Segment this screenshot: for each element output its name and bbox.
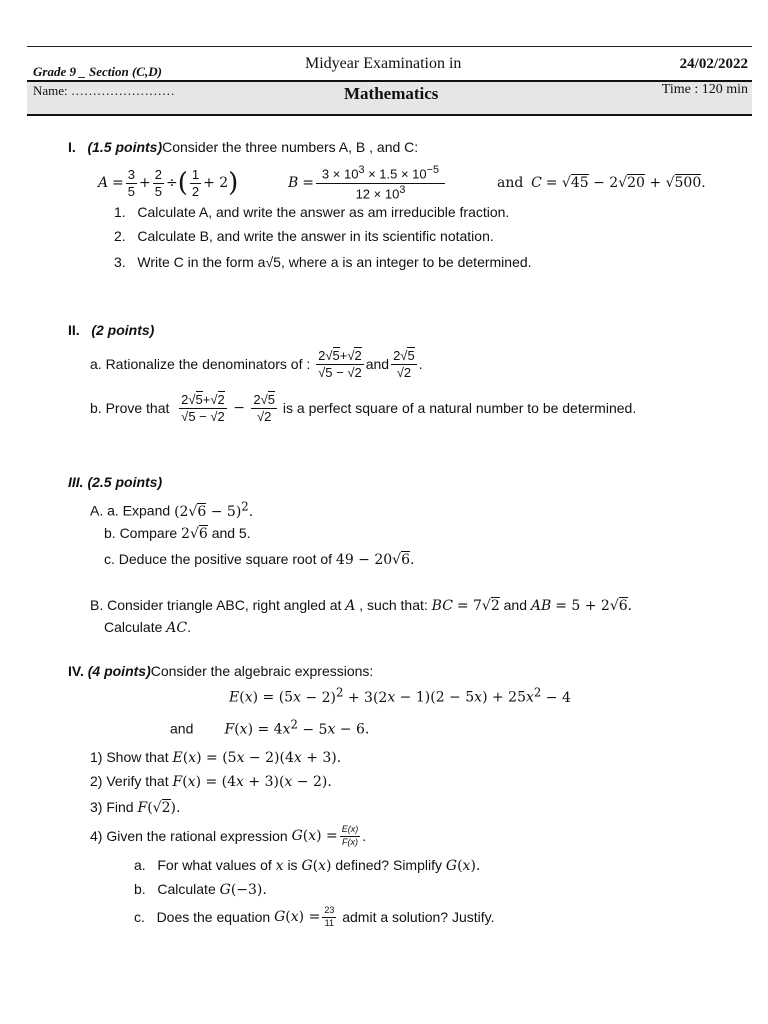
q1-expr-c: and C = √45 − 2√20 + √500.: [497, 175, 706, 191]
q4-expr-f: and $F(x) = 4x^2 - 5x - 6$.: [170, 717, 370, 738]
q4-heading: IV. (4 points)Consider the algebraic expressions:: [68, 663, 374, 679]
q4-item-1: 1) Show that E(x) = (5x − 2)(4x + 3).: [90, 749, 342, 766]
q4-sub-c: c. Does the equation G ( x ) = $\frac{23}{11}$ admit a solution? Justify.: [134, 905, 495, 928]
q2-part-b: b. Prove that $\frac{2√5+√2}{√5 - √2}$ − $\frac{2√5}{√2}$ is a perfect square of a natural number to be determined.: [90, 391, 637, 424]
q3-a-expand: A. a. Expand $(2√6 - 5)^2$.: [90, 499, 254, 520]
q3-heading: III. (2.5 points): [68, 474, 163, 490]
q2-part-a: a. Rationalize the denominators of : $\frac{2√5+√2}{√5 - √2}$ and $\frac{2√5}{√2}$ .: [90, 347, 423, 380]
q1-expr-a: A = $\frac{3}{5}$ + $\frac{2}{5}$ ÷ ( $\frac{1}{2}$ + 2 ): [98, 166, 239, 199]
q3-B-triangle: B. Consider triangle ABC, right angled at A , such that: BC = 7√2 and AB = 5 + 2√6.: [90, 597, 633, 614]
grade-section: Grade 9 _ Section (C,D): [33, 64, 162, 79]
q4-item-4: 4) Given the rational expression G ( x ) = $\frac{E(x)}{F(x)}$ .: [90, 824, 367, 847]
q1-item-3: 3. Write C in the form a√5, where a is an integer to be determined.: [114, 254, 532, 270]
q1-item-2: 2. Calculate B, and write the answer in its scientific notation.: [114, 228, 494, 244]
q4-sub-a: a. For what values of x is G(x) defined? Simplify G(x).: [134, 857, 481, 874]
exam-time: Time : 120 min: [661, 82, 748, 97]
subject-title: Mathematics: [344, 84, 439, 103]
exam-date: 24/02/2022: [679, 56, 748, 72]
q3-c-deduce: c. Deduce the positive square root of 49 − 20√6.: [104, 551, 415, 568]
q4-item-2: 2) Verify that F(x) = (4x + 3)(x − 2).: [90, 773, 332, 790]
q1-item-1: 1. Calculate A, and write the answer as am irreducible fraction.: [114, 204, 510, 220]
header-bottom-rule: [27, 114, 752, 116]
q2-heading: II. (2 points): [68, 322, 155, 338]
q4-item-3: 3) Find F(√2).: [90, 799, 181, 816]
q1-heading: I. (1.5 points)Consider the three numbers A, B , and C:: [68, 139, 419, 155]
q3-b-compare: b. Compare 2√6 and 5.: [104, 525, 251, 542]
q3-B-calculate: Calculate AC.: [104, 619, 191, 636]
q4-expr-e: $E(x) = (5x - 2)^2 + 3(2x - 1)(2 - 5x) + 25x^2 - 4$: [229, 685, 571, 706]
exam-title: Midyear Examination in: [305, 55, 462, 72]
q1-expr-b: B = $\frac{3 \times 10^3 \times 1.5 \times 10^{-5}}{12 \times 10^3}$: [288, 158, 447, 208]
header-top-rule: [27, 46, 752, 47]
name-field: Name: ……………………: [33, 83, 175, 98]
q4-sub-b: b. Calculate G(−3).: [134, 881, 267, 898]
